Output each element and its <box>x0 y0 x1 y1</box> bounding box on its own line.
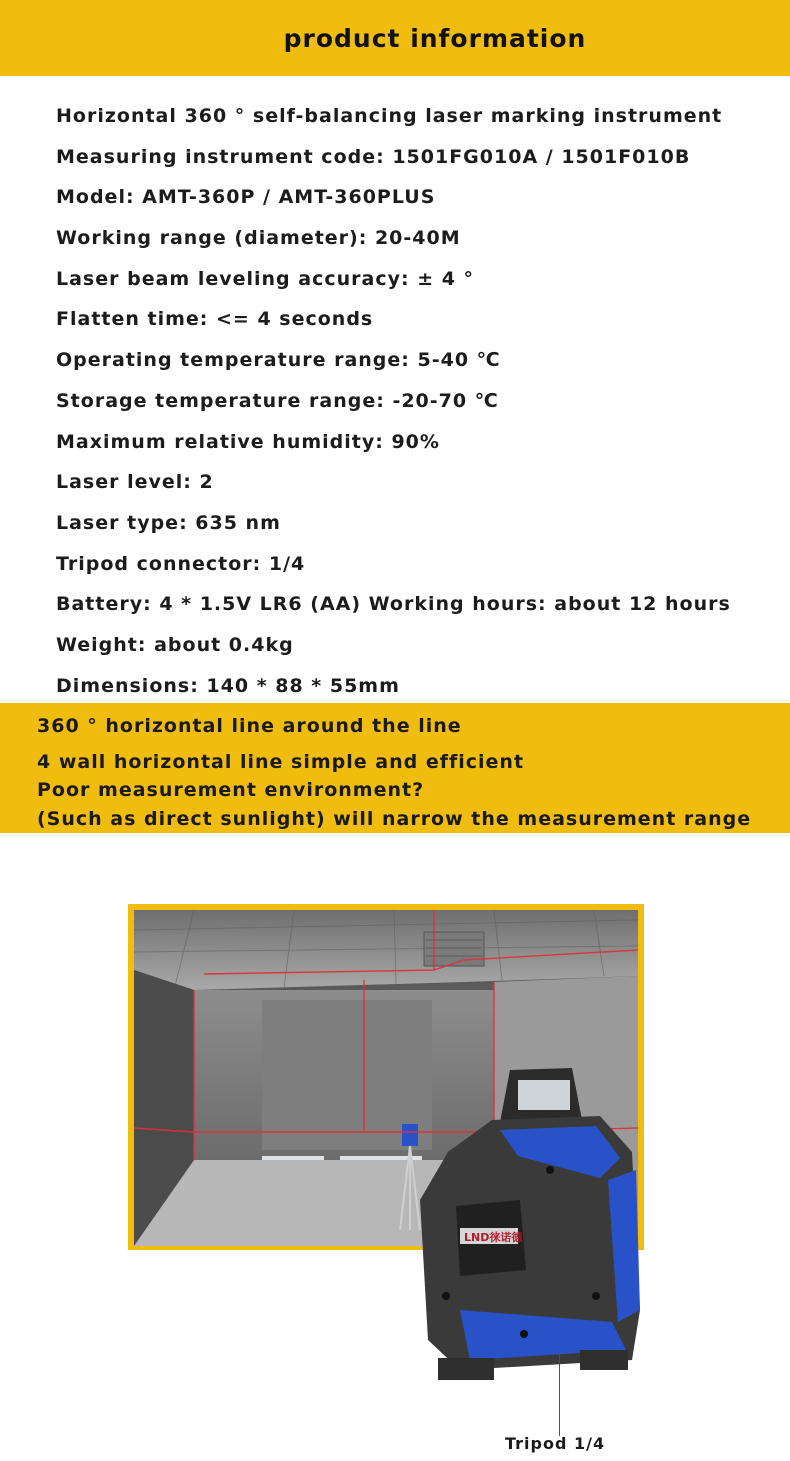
tripod-callout-label: Tripod 1/4 <box>505 1434 606 1453</box>
spec-item: Model: AMT-360P / AMT-360PLUS <box>56 186 436 209</box>
feature-line-4: (Such as direct sunlight) will narrow the measurement range <box>37 808 752 830</box>
spec-item: Tripod connector: 1/4 <box>56 552 306 575</box>
spec-item: Laser beam leveling accuracy: ± 4 ° <box>56 267 475 290</box>
spec-item: Operating temperature range: 5-40 ℃ <box>56 349 501 372</box>
spec-item: Laser level: 2 <box>56 471 214 494</box>
spec-list <box>56 100 731 710</box>
spec-item: Measuring instrument code: 1501FG010A / 1501F010B <box>56 145 691 168</box>
spec-item: Horizontal 360 ° self-balancing laser marking instrument <box>56 105 723 127</box>
feature-banner <box>0 703 790 833</box>
spec-item: Weight: about 0.4kg <box>56 633 294 656</box>
spec-item: Maximum relative humidity: 90% <box>56 430 440 453</box>
brand-logo: LND徕诺德 <box>464 1231 523 1244</box>
spec-item: Storage temperature range: -20-70 ℃ <box>56 389 499 412</box>
spec-item: Flatten time: <= 4 seconds <box>56 308 374 331</box>
page-title: product information <box>283 24 587 53</box>
spec-item: Working range (diameter): 20-40M <box>56 227 461 250</box>
spec-item: Battery: 4 * 1.5V LR6 (AA) Working hours: about 12 hours <box>56 593 731 616</box>
laser-level-device <box>400 1060 650 1400</box>
laser-level-icon <box>400 1060 650 1400</box>
feature-line-2: 4 wall horizontal line simple and efficient <box>37 751 525 773</box>
spec-item: Dimensions: 140 * 88 * 55mm <box>56 674 400 697</box>
feature-line-1: 360 ° horizontal line around the line <box>37 715 462 737</box>
callout-line <box>559 1354 560 1436</box>
header-banner <box>0 0 790 76</box>
spec-item: Laser type: 635 nm <box>56 511 281 534</box>
feature-line-3: Poor measurement environment? <box>37 779 425 801</box>
